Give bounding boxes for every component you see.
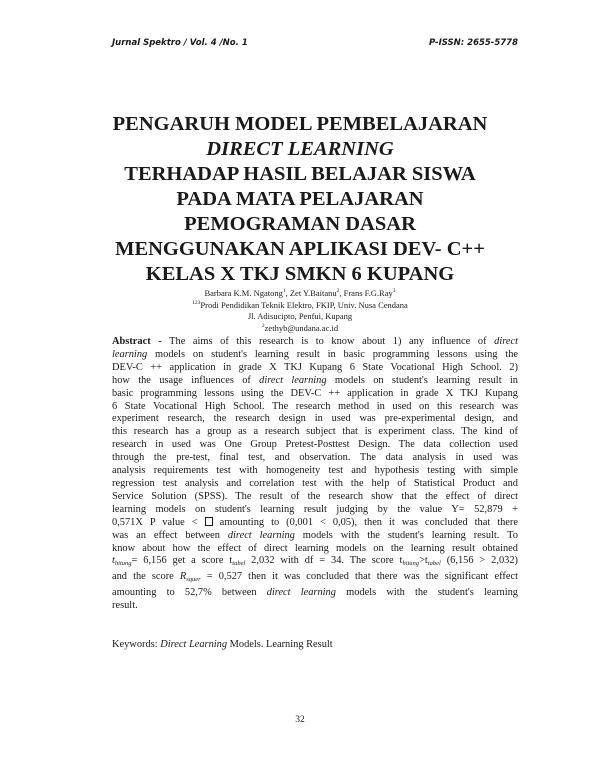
author-name: Frans F.G.Ray [343,287,393,298]
title-line: PENGARUH MODEL PEMBELAJARAN [112,113,488,135]
address: Jl. Adisucipto, Penfui, Kupang [247,310,353,321]
email [60,321,540,333]
abstract-line: Service Solution (SPSS). The result of the research show that the effect of direct [112,490,518,502]
affiliation-text: Prodi Pendidikan Teknik Elektro, FKIP, Univ. Nusa Cendana [200,300,408,311]
keyword: Models. Learning Result [227,639,333,650]
abstract-line: regression test analysis and correlation test with the help of Statistical Product and [112,477,518,489]
abstract-line: analysis requirements test with homogeneity test and hypothesis testing with simple [112,465,518,477]
title-line: MENGGUNAKAN APLIKASI DEV- C++ [115,238,485,260]
abstract-line: research in used was One Group Pretest-Posttest Design. The data collection used [112,439,518,451]
author-block [60,286,540,334]
abstract-line: how the usage influences of direct learning models on student's learning result in [112,374,518,386]
running-header [112,38,518,48]
abstract-line: was an effect between direct learning models with the student's learning result. To [112,529,518,541]
keyword: Direct Learning [160,639,228,650]
journal-name: Jurnal Spektro / Vol. 4 /No. 1 [112,38,248,48]
abstract-line: 0,571X P value < amounting to (0,001 < 0,05), then it was concluded that there [112,516,518,528]
abstract-line: amounting to 52,7% between direct learning models with the student's learning [112,587,518,599]
author-index: 2 [336,288,340,294]
abstract-line: through the pre-test, final test, and observation. The data analysis in used was [112,452,518,464]
author-index: 3 [392,288,396,294]
affiliation [60,298,540,310]
affiliation-index: 123 [192,300,201,307]
abstract-line: learning models on student's learning result judging by the value Y= 52,879 + [112,503,518,515]
paper-title [60,112,540,287]
abstract-label: Abstract - [112,336,162,347]
abstract-line: experiment research, the research design in used was pre-experimental design, and [112,413,518,425]
title-line: DIRECT LEARNING [206,138,394,160]
email-index: 2 [261,323,265,330]
page-number: 32 [295,715,305,725]
title-line: PADA MATA PELAJARAN [176,188,424,210]
missing-glyph-box [205,517,213,526]
author-list: Barbara K.M. Ngatong$^1$, Zet Y.Baitanu$^2$, Frans F.G.Ray$^3$ [204,287,396,298]
abstract-line: learning models on student's learning result in basic programming lessons using the [112,348,518,360]
keywords [112,639,333,650]
title-line: TERHADAP HASIL BELAJAR SISWA [124,163,476,185]
abstract-line: DEV-C ++ application in grade X TKJ Kupang 6 State Vocational High School. 2) [112,361,518,373]
author-name: Zet Y.Baitanu [289,287,337,298]
title-line: PEMOGRAMAN DASAR [184,213,416,235]
abstract-line: 6 State Vocational High School. The research method in used on this research was [112,400,518,412]
keywords-label: Keywords: [112,639,161,650]
abstract-line: this research has a group as a research subject that is experiment class. The kind of [112,426,518,438]
abstract-line: basic programming lessons using the DEV-C ++ application in grade X TKJ Kupang [112,387,518,399]
abstract-line: and the score $R_{squer} = 0,527$ then it was concluded that there was the significant effect [112,571,518,584]
issn: P-ISSN: 2655-5778 [428,38,518,48]
abstract-line: $t_{hitung}= 6,156$ get a score $t_{tabel}$ 2,032 with df = 34. The score $t_{hitung}>t_{tabel}$ (6,156 > 2,032) [112,555,518,568]
author-index: 1 [282,288,286,294]
abstract [112,336,518,613]
author-name: Barbara K.M. Ngatong [204,287,283,298]
title-line: KELAS X TKJ SMKN 6 KUPANG [145,263,455,285]
abstract-line: know about how the effect of direct learning models on the learning result obtained [112,542,518,554]
abstract-line: Abstract - The aims of this research is to know about 1) any influence of direct [112,336,518,347]
abstract-line: result. [112,600,138,612]
email-address: zethyb@undana.ac.id [264,323,339,334]
